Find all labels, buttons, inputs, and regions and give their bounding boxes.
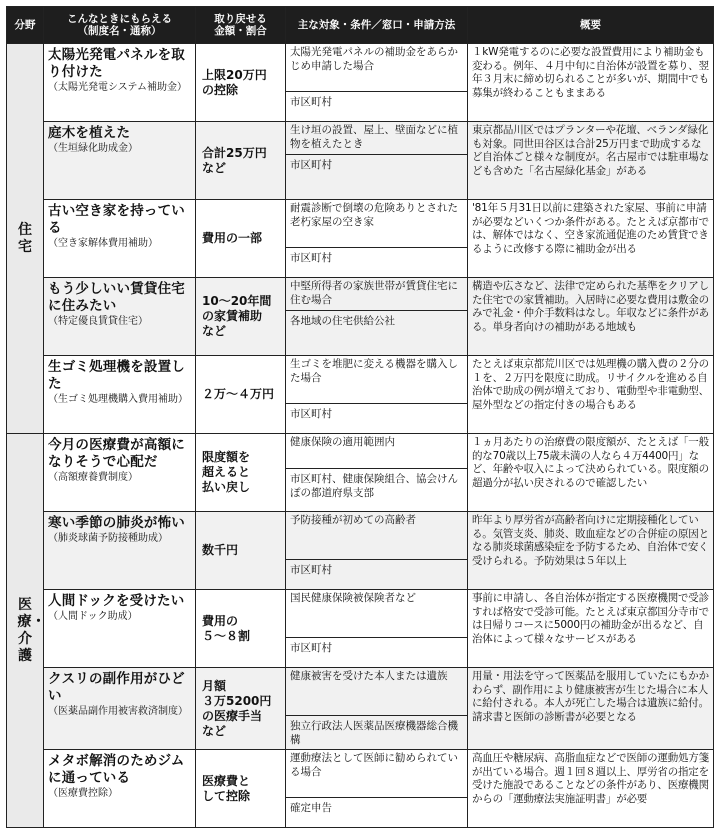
condition-cell — [44, 512, 196, 590]
application-office: 確定申告 — [290, 802, 332, 814]
amount-cell: 費用の ５～８割 — [196, 590, 286, 668]
application-office: 各地域の住宅供給公社 — [290, 315, 395, 327]
program-name: （生ゴミ処理機購入費用補助） — [48, 394, 188, 405]
table-body — [7, 44, 714, 828]
target-cell — [286, 512, 468, 590]
condition-title: 太陽光発電パネルを取り付けた — [48, 47, 185, 80]
description-cell: 用量・用法を守って医薬品を服用していたにもかかわらず、副作用により健康被害が生じた場合に本人に給付される。本人が死亡した場合は遺族に給付。請求書と医師の診断書が必要となる — [468, 668, 714, 750]
condition-title: 古い空き家を持っている — [48, 203, 185, 236]
application-office: 独立行政法人医薬品医療機器総合機構 — [290, 720, 458, 746]
description-cell: 高血圧や糖尿病、高脂血症などで医師の運動処方箋が出ている場合。週１回８週以上、厚労省の指定を受けた施設であることなどの条件があり、医療機関からの「運動療法実施証明書」が必要 — [468, 750, 714, 828]
application-office: 市区町村、健康保険組合、協会けんぽの都道府県支部 — [290, 473, 458, 499]
condition-title: 寒い季節の肺炎が怖い — [48, 515, 185, 531]
application-office: 市区町村 — [290, 252, 332, 264]
table-row — [7, 278, 714, 356]
target-cell — [286, 668, 468, 750]
condition-cell — [44, 668, 196, 750]
header-amount: 取り戻せる 金額・割合 — [196, 7, 286, 44]
table-row — [7, 122, 714, 200]
target-condition: 中堅所得者の家族世帯が賃貸住宅に住む場合 — [286, 278, 467, 311]
amount-cell: 数千円 — [196, 512, 286, 590]
target-cell — [286, 122, 468, 200]
condition-title: メタボ解消のためジムに通っている — [48, 753, 185, 786]
description-cell: １kW発電するのに必要な設置費用により補助金も変わる。例年、４月中旬に自治体が設置を募り、翌年３月末に締め切られることが多いが、期間中でも募集が終わることもままある — [468, 44, 714, 122]
target-condition: 運動療法として医師に勧められている場合 — [286, 750, 467, 798]
application-office: 市区町村 — [290, 96, 332, 108]
application-office: 市区町村 — [290, 159, 332, 171]
condition-cell — [44, 356, 196, 434]
condition-title: 庭木を植えた — [48, 125, 131, 141]
condition-cell — [44, 200, 196, 278]
target-cell — [286, 44, 468, 122]
program-name: （太陽光発電システム補助金） — [48, 82, 187, 93]
benefits-table-container — [6, 6, 713, 813]
amount-cell: 10～20年間 の家賃補助 など — [196, 278, 286, 356]
target-cell — [286, 200, 468, 278]
description-cell: 東京都品川区ではプランターや花壇、ベランダ緑化も対象。同世田谷区は合計25万円まで助成するなど自治体ごと様々な制度が。名古屋市では駐車場なども含めた「名古屋緑化基金」がある — [468, 122, 714, 200]
amount-cell: ２万～４万円 — [196, 356, 286, 434]
description-cell: 事前に申請し、各自治体が指定する医療機関で受診すれば格安で受診可能。たとえば東京都国分寺市では日帰りコースに5000円の補助金が出るなど、自治体によって様々なサービスがある — [468, 590, 714, 668]
amount-cell: 月額 ３万5200円 の医療手当 など — [196, 668, 286, 750]
condition-cell — [44, 590, 196, 668]
target-condition: 予防接種が初めての高齢者 — [286, 512, 467, 560]
program-name: （肺炎球菌予防接種助成） — [48, 533, 168, 544]
program-name: （高額療養費制度） — [48, 472, 138, 483]
application-office: 市区町村 — [290, 642, 332, 654]
target-cell — [286, 278, 468, 356]
condition-title: 生ゴミ処理機を設置した — [48, 359, 185, 392]
program-name: （特定優良賃貸住宅） — [48, 316, 148, 327]
target-condition: 国民健康保険被保険者など — [286, 590, 467, 638]
program-name: （人間ドック助成） — [48, 611, 138, 622]
field-label: 医療・介護 — [7, 434, 44, 828]
header-condition: こんなときにもらえる （制度名・通称） — [44, 7, 196, 44]
target-condition: 耐震診断で倒壊の危険ありとされた老朽家屋の空き家 — [286, 200, 467, 248]
table-row — [7, 668, 714, 750]
description-cell: '81年５月31日以前に建築された家屋、事前に申請が必要などいくつか条件がある。たとえば京都市では、解体ではなく、空き家流通促進のため賃貸できるように改修する際に補助金が出る — [468, 200, 714, 278]
condition-title: クスリの副作用がひどい — [48, 671, 185, 704]
condition-cell — [44, 122, 196, 200]
target-condition: 生ゴミを堆肥に変える機器を購入した場合 — [286, 356, 467, 404]
target-condition: 健康保険の適用範囲内 — [286, 434, 467, 469]
condition-cell — [44, 278, 196, 356]
condition-title: 人間ドックを受けたい — [48, 593, 185, 609]
table-row — [7, 200, 714, 278]
description-cell: たとえば東京都荒川区では処理機の購入費の２分の１を、２万円を限度に助成。リサイクルを進める自治体で助成の例が増えており、電動型や非電動型、屋外型などの指定付きの場合もある — [468, 356, 714, 434]
amount-cell: 限度額を 超えると 払い戻し — [196, 434, 286, 512]
table-row — [7, 434, 714, 512]
amount-cell: 費用の一部 — [196, 200, 286, 278]
table-row — [7, 44, 714, 122]
table-header-row — [7, 7, 714, 44]
table-row — [7, 590, 714, 668]
description-cell: 構造や広さなど、法律で定められた基準をクリアした住宅での家賃補助。入居時に必要な費用は敷金のみで礼金・仲介手数料はなし。年収などに条件がある。単身者向けの補助がある地域も — [468, 278, 714, 356]
condition-title: もう少しいい賃貸住宅に住みたい — [48, 281, 185, 314]
header-desc: 概要 — [468, 7, 714, 44]
amount-cell: 上限20万円 の控除 — [196, 44, 286, 122]
target-condition: 太陽光発電パネルの補助金をあらかじめ申請した場合 — [286, 44, 467, 92]
program-name: （空き家解体費用補助） — [48, 238, 158, 249]
table-row — [7, 512, 714, 590]
target-cell — [286, 750, 468, 828]
target-condition: 健康被害を受けた本人または遺族 — [286, 668, 467, 716]
target-cell — [286, 434, 468, 512]
field-label: 住宅 — [7, 44, 44, 434]
header-target: 主な対象・条件／窓口・申請方法 — [286, 7, 468, 44]
description-cell: １ヵ月あたりの治療費の限度額が、たとえば「一般的な70歳以上75歳未満の人なら４万4400円」など、年齢や収入によって決められている。限度額の超過分が払い戻されるので確認したい — [468, 434, 714, 512]
condition-cell — [44, 434, 196, 512]
target-cell — [286, 590, 468, 668]
benefits-table — [6, 6, 714, 828]
table-row — [7, 750, 714, 828]
description-cell: 昨年より厚労省が高齢者向けに定期接種化している。気管支炎、肺炎、敗血症などの合併症の原因となる肺炎球菌感染症を予防するため、自治体で安く受けられる。予防効果は５年以上 — [468, 512, 714, 590]
target-cell — [286, 356, 468, 434]
application-office: 市区町村 — [290, 564, 332, 576]
program-name: （医療費控除） — [48, 788, 118, 799]
program-name: （生垣緑化助成金） — [48, 143, 138, 154]
amount-cell: 合計25万円 など — [196, 122, 286, 200]
condition-cell — [44, 750, 196, 828]
application-office: 市区町村 — [290, 408, 332, 420]
target-condition: 生け垣の設置、屋上、壁面などに植物を植えたとき — [286, 122, 467, 155]
amount-cell: 医療費と して控除 — [196, 750, 286, 828]
condition-cell — [44, 44, 196, 122]
condition-title: 今月の医療費が高額になりそうで心配だ — [48, 437, 185, 470]
header-field: 分野 — [7, 7, 44, 44]
program-name: （医薬品副作用被害救済制度） — [48, 706, 188, 717]
table-row — [7, 356, 714, 434]
